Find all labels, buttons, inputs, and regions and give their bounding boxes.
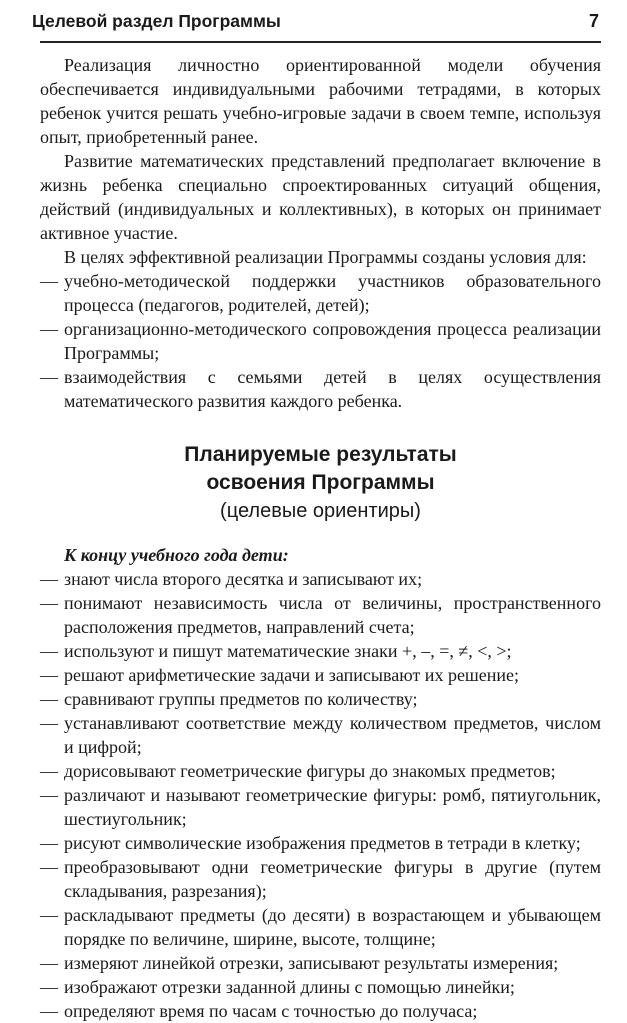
- list-item: [40, 831, 601, 855]
- list-dash: —: [40, 689, 58, 709]
- list-item: [40, 317, 601, 365]
- paragraph: Развитие математических представлений предполагает включение в жизнь ребенка специально спроектированных ситуаций общения, действий (индивидуальных и коллективных), в которых он принимает активное участие.: [40, 151, 601, 243]
- list-dash: —: [40, 833, 58, 853]
- heading-line-2: освоения Программы: [206, 471, 435, 494]
- results-list: [40, 567, 601, 1023]
- list-item-text: знают числа второго десятка и записывают их;: [64, 569, 423, 589]
- list-item-text: взаимодействия с семьями детей в целях осуществления математического развития каждого ребенка.: [64, 367, 601, 411]
- list-item-text: рисуют символические изображения предметов в тетради в клетку;: [64, 833, 581, 853]
- heading-line-1: Планируемые результаты: [184, 443, 457, 466]
- list-dash: —: [40, 761, 58, 781]
- list-item-text: решают арифметические задачи и записывают их решение;: [64, 665, 520, 685]
- results-lead: К концу учебного года дети:: [64, 545, 289, 565]
- list-item-text: преобразовывают одни геометрические фигуры в другие (путем складывания, разрезания);: [64, 857, 601, 901]
- section-title: Целевой раздел Программы: [32, 11, 281, 31]
- list-item: [40, 687, 601, 711]
- list-dash: —: [40, 857, 58, 877]
- list-dash: —: [40, 977, 58, 997]
- list-item-text: сравнивают группы предметов по количеству;: [64, 689, 418, 709]
- list-item-text: учебно-методической поддержки участников образовательного процесса (педагогов, родителей, детей);: [64, 271, 601, 315]
- list-dash: —: [40, 641, 58, 661]
- list-dash: —: [40, 271, 58, 291]
- list-dash: —: [40, 569, 58, 589]
- list-item: [40, 783, 601, 831]
- list-item: [40, 999, 601, 1023]
- list-item: [40, 639, 601, 663]
- list-dash: —: [40, 319, 58, 339]
- list-item-text: понимают независимость числа от величины, пространственного расположения предметов, направлений счета;: [64, 593, 601, 637]
- list-dash: —: [40, 367, 58, 387]
- list-item-text: устанавливают соответствие между количеством предметов, числом и цифрой;: [64, 713, 601, 757]
- list-item-text: организационно-методического сопровождения процесса реализации Программы;: [64, 319, 601, 363]
- conditions-intro: В целях эффективной реализации Программы созданы условия для:: [64, 247, 587, 267]
- list-dash: —: [40, 1001, 58, 1021]
- paragraph: Реализация личностно ориентированной модели обучения обеспечивается индивидуальными рабочими тетрадями, в которых ребенок учится решать учебно-игровые задачи в своем темпе, используя опыт, приобретенный ранее.: [40, 55, 601, 147]
- list-item-text: используют и пишут математические знаки +, –, =, ≠, <, >;: [64, 641, 512, 661]
- conditions-list: [40, 269, 601, 413]
- list-item: [40, 975, 601, 999]
- list-item: [40, 903, 601, 951]
- list-item: [40, 951, 601, 975]
- list-item: [40, 591, 601, 639]
- list-item-text: изображают отрезки заданной длины с помощью линейки;: [64, 977, 515, 997]
- list-item: [40, 269, 601, 317]
- subheading: (целевые ориентиры): [220, 500, 421, 522]
- page-number: 7: [588, 11, 599, 31]
- list-dash: —: [40, 713, 58, 733]
- list-dash: —: [40, 905, 58, 925]
- list-item-text: определяют время по часам с точностью до получаса;: [64, 1001, 478, 1021]
- list-item-text: различают и называют геометрические фигуры: ромб, пятиугольник, шестиугольник;: [64, 785, 601, 829]
- list-dash: —: [40, 593, 58, 613]
- running-header: [32, 0, 601, 43]
- list-item: [40, 663, 601, 687]
- list-item: [40, 855, 601, 903]
- list-dash: —: [40, 785, 58, 805]
- section-heading: [40, 441, 601, 525]
- list-item-text: раскладывают предметы (до десяти) в возрастающем и убывающем порядке по величине, ширине, высоте, толщине;: [64, 905, 601, 949]
- list-item: [40, 711, 601, 759]
- list-item: [40, 567, 601, 591]
- list-item-text: дорисовывают геометрические фигуры до знакомых предметов;: [64, 761, 556, 781]
- list-dash: —: [40, 953, 58, 973]
- list-dash: —: [40, 665, 58, 685]
- list-item: [40, 759, 601, 783]
- list-item-text: измеряют линейкой отрезки, записывают результаты измерения;: [64, 953, 559, 973]
- list-item: [40, 365, 601, 413]
